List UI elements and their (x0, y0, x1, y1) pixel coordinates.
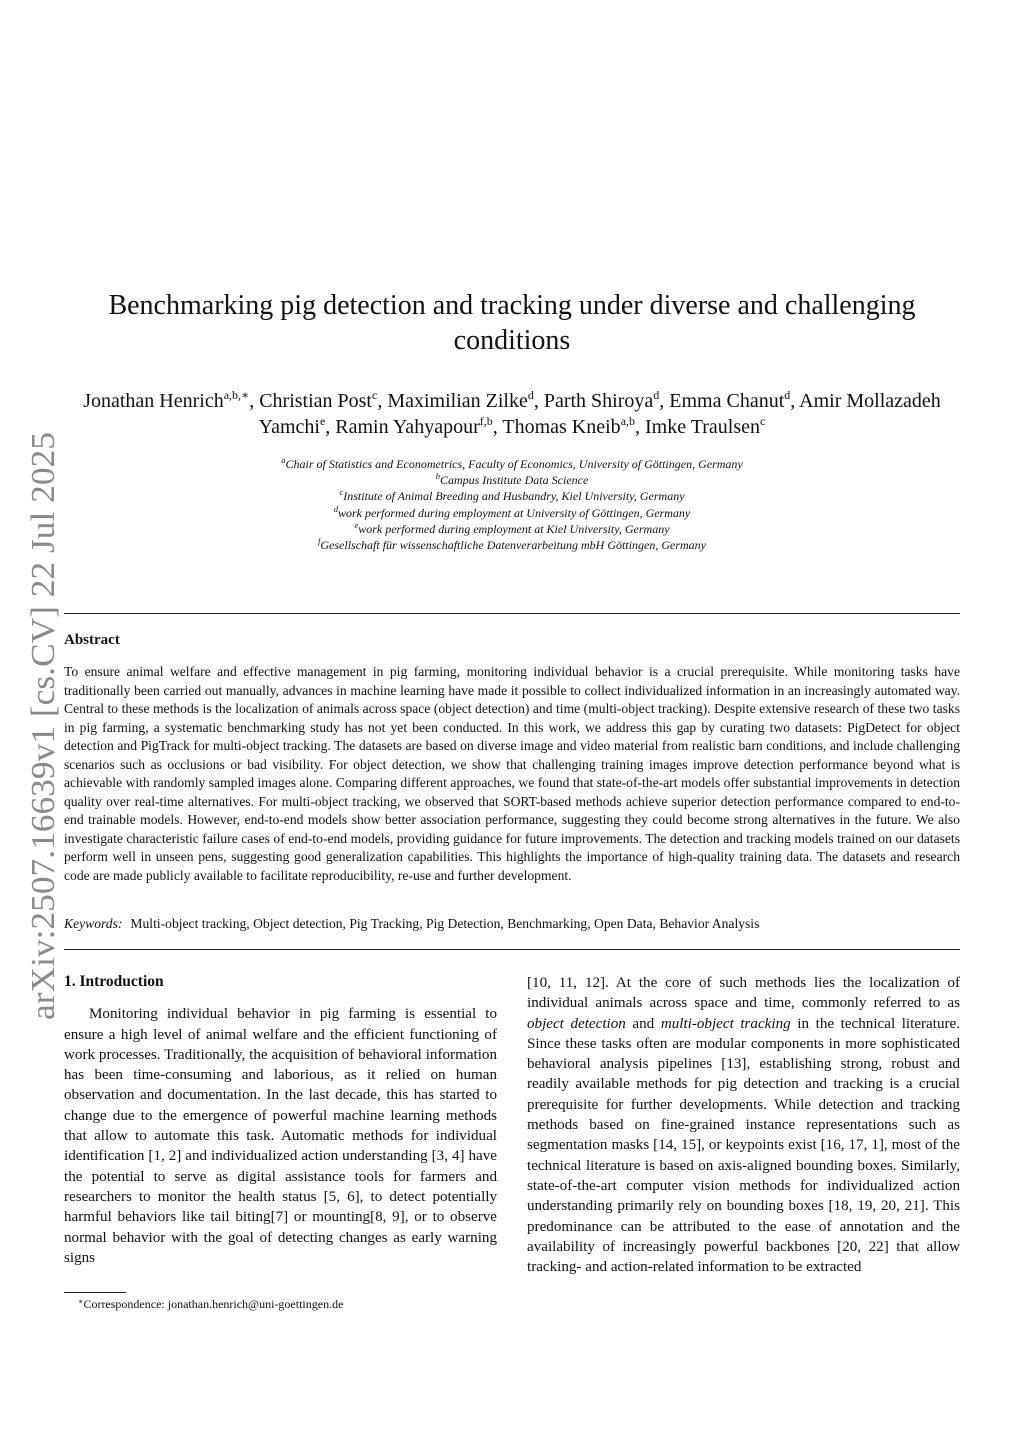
abstract-heading: Abstract (64, 632, 120, 648)
correspondence-footnote: ∗Correspondence: jonathan.henrich@uni-goettingen.de (78, 1297, 344, 1311)
footnote-rule (64, 1292, 126, 1293)
author: Imke Traulsen$^c$ (645, 414, 766, 438)
affiliation: $^f$Gesellschaft für wissenschaftliche Datenverarbeitung mbH Göttingen, Germany (318, 536, 706, 553)
arxiv-id-text: arXiv:2507.16639v1 [cs.CV] 22 Jul 2025 (25, 455, 62, 1020)
left-column (64, 972, 497, 1268)
affiliation: $^e$work performed during employment at Kiel University, Germany (354, 519, 670, 536)
abstract-text: To ensure animal welfare and effective management in pig farming, monitoring individual behavior is a crucial prerequisite. While monitoring tasks have traditionally been carried out manually, advances in machine learning have made it possible to collect individualized information in an increasingly automated way. Central to these methods is the localization of animals across space (object detection) and time (multi-object tracking). Despite extensive research of these two tasks in pig farming, a systematic benchmarking study has not yet been conducted. In this work, we address this gap by curating two datasets: PigDetect for object detection and PigTrack for multi-object tracking. The datasets are based on diverse image and video material from realistic barn conditions, and include challenging scenarios such as occlusions or bad visibility. For object detection, we show that challenging training images improve detection performance beyond what is achievable with randomly sampled images alone. Comparing different approaches, we found that state-of-the-art models offer substantial improvements in detection quality over real-time alternatives. For multi-object tracking, we observed that SORT-based methods achieve superior detection performance compared to end-to-end trainable models. However, end-to-end models show better association performance, suggesting they could become strong alternatives in the future. We also investigate characteristic failure cases of end-to-end models, providing guidance for future improvements. The detection and tracking models trained on our datasets perform well in unseen pens, suggesting good generalization capabilities. This highlights the importance of high-quality training data. The datasets and research code are made publicly available to facilitate reproducibility, re-use and further development. (64, 664, 960, 883)
abstract-top-rule (64, 613, 960, 614)
author: Emma Chanut$^d$ (669, 388, 791, 412)
emphasis-multi-object-tracking: multi-object tracking (660, 1015, 791, 1032)
section-heading-introduction: 1. Introduction (64, 973, 164, 990)
author-list: Jonathan Henrich$^{a,b,∗}$, Christian Post$^c$, Maximilian Zilke$^d$, Parth Shiroya$^d$, Emma Chanut$^d$, Amir Mollazadeh Yamchi$^e$, Ramin Yahyapour$^{f,b}$, Thomas Kneib$^{a,b}$, Imke Traulsen$^c$ (83, 388, 941, 438)
affiliation: $^c$Institute of Animal Breeding and Husbandry, Kiel University, Germany (339, 487, 685, 504)
author: Amir Mollazadeh Yamchi$^e$ (258, 390, 941, 438)
affiliation-list (120, 456, 904, 553)
author: Christian Post$^c$ (259, 388, 378, 412)
keywords-text: Multi-object tracking, Object detection, Pig Tracking, Pig Detection, Benchmarking, Open Data, Behavior Analysis (130, 916, 760, 931)
keywords-label: Keywords: (64, 916, 123, 931)
author: Parth Shiroya$^d$ (543, 388, 660, 412)
author: Jonathan Henrich$^{a,b,∗}$ (83, 388, 250, 412)
abstract-bottom-rule (64, 949, 960, 950)
author: Thomas Kneib$^{a,b}$ (502, 414, 636, 438)
keywords (64, 915, 960, 933)
affiliation: $^d$work performed during employment at University of Göttingen, Germany (333, 503, 691, 520)
affiliation: $^b$Campus Institute Data Science (435, 471, 589, 488)
author: Ramin Yahyapour$^{f,b}$ (335, 414, 493, 438)
intro-paragraph: Monitoring individual behavior in pig farming is essential to ensure a high level of animal welfare and the efficient functioning of work processes. Traditionally, the acquisition of behavioral information has been time-consuming and laborious, as it relied on human observation and documentation. In the last decade, this has started to change due to the emergence of powerful machine learning methods that allow to automate this task. Automatic methods for individual identification [1, 2] and individualized action understanding [3, 4] have the potential to serve as digital assistance tools for farmers and researchers to monitor the health status [5, 6], to detect potentially harmful behaviors like tail biting[7] or mounting[8, 9], or to observe normal behavior with the goal of detecting changes as early warning signs (64, 1006, 497, 1266)
author: Maximilian Zilke$^d$ (387, 388, 534, 412)
intro-paragraph-continued: [10, 11, 12]. At the core of such methods lies the localization of individual animals across space and time, commonly referred to as object detection and multi-object tracking in the technical literature. Since these tasks often are modular components in more sophisticated behavioral analysis pipelines [13], establishing strong, robust and readily available methods for pig detection and tracking is a crucial prerequisite for further developments. While detection and tracking methods based on fine-grained instance representations such as segmentation masks [14, 15], or keypoints exist [16, 17, 1], most of the technical literature is based on axis-aligned bounding boxes. Similarly, state-of-the-art computer vision methods for individualized action understanding primarily rely on bounding boxes [18, 19, 20, 21]. This predominance can be attributed to the ease of annotation and the availability of increasingly powerful backbones [20, 22] that allow tracking- and action-related information to be extracted (527, 975, 960, 1276)
paper-title: Benchmarking pig detection and tracking under diverse and challenging conditions (108, 290, 916, 356)
emphasis-object-detection: object detection (527, 1015, 626, 1032)
arxiv-side-stamp (10, 430, 66, 1020)
affiliation: $^a$Chair of Statistics and Econometrics, Faculty of Economics, University of Göttingen, Germany (281, 455, 743, 471)
right-column (527, 973, 960, 1277)
